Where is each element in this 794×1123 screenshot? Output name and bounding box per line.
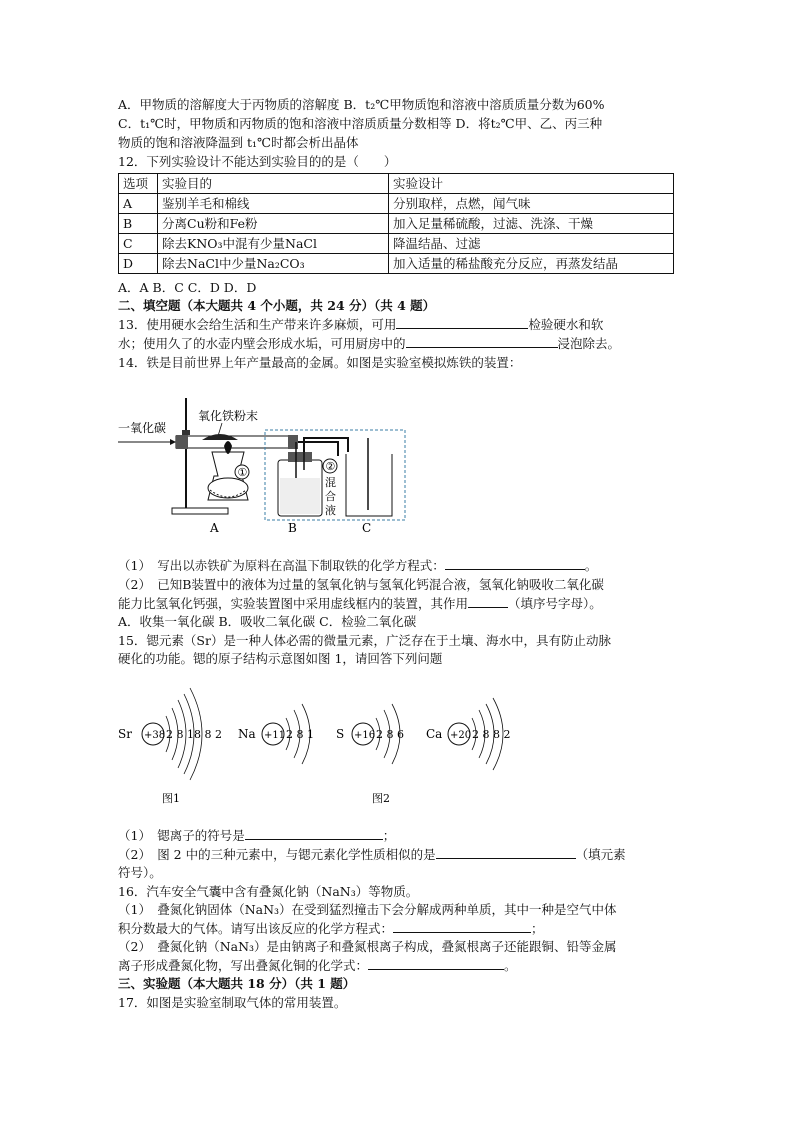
electron-config-s: 2 8 6 [376, 728, 404, 741]
label-mix-1: 混 [325, 476, 336, 489]
table-row [119, 254, 674, 274]
q14-p2b [118, 595, 602, 613]
q11-line3: 物质的饱和溶液降温到 t₁℃时都会析出晶体 [118, 135, 359, 150]
atom-symbol-na: Na [238, 727, 256, 741]
nucleus-charge-na: +11 [264, 730, 286, 741]
row-design: 加入适量的稀盐酸充分反应，再蒸发结晶 [389, 254, 674, 274]
row-option: D [119, 254, 158, 274]
q14-options: A．收集一氧化碳 B．吸收二氧化碳 C．检验二氧化碳 [118, 614, 417, 629]
left-stopper [176, 435, 188, 449]
q17-stem: 17．如图是实验室制取气体的常用装置。 [118, 995, 347, 1010]
q16-p2-end: 。 [504, 958, 517, 973]
nucleus-charge-s: +16 [354, 730, 376, 741]
iron-smelting-apparatus-figure [110, 380, 420, 550]
q15-p2c: 符号）。 [118, 865, 162, 880]
glass-tube [176, 436, 296, 448]
q13-line1 [118, 316, 603, 334]
label-B: B [288, 521, 297, 535]
table-row [119, 194, 674, 214]
row-purpose: 除去NaCl中少量Na₂CO₃ [158, 254, 389, 274]
q16-stem: 16．汽车安全气囊中含有叠氮化钠（NaN₃）等物质。 [118, 884, 419, 899]
q16-p2a: （2） 叠氮化钠（NaN₃）是由钠离子和叠氮根离子构成，叠氮根离子还能跟铜、铅等金属 [118, 939, 617, 954]
label-iron-oxide-powder: 氧化铁粉末 [198, 409, 259, 423]
row-purpose: 除去KNO₃中混有少量NaCl [158, 234, 389, 254]
q14-blank-2[interactable] [468, 595, 508, 608]
electron-config-sr: 2 8 18 8 2 [166, 728, 222, 741]
q16-p1b-text: 积分数最大的气体。请写出该反应的化学方程式： [118, 921, 394, 936]
row-design: 降温结晶、过滤 [389, 234, 674, 254]
q12-options: A．A B．C C．D D．D [118, 280, 257, 295]
header-purpose: 实验目的 [158, 174, 389, 194]
q14-p1-end: 。 [584, 558, 598, 573]
label-C: C [362, 521, 372, 535]
q15-stem-1: 15．锶元素（Sr）是一种人体必需的微量元素，广泛存在于土壤、海水中，具有防止动脉 [118, 633, 611, 648]
figure-1-label: 图1 [162, 792, 180, 805]
q12-table [118, 173, 674, 274]
q15-stem-2: 硬化的功能。锶的原子结构示意图如图 1，请回答下列问题 [118, 651, 443, 666]
q15-blank-1[interactable] [245, 827, 383, 840]
electron-config-ca: 2 8 8 2 [472, 728, 511, 741]
nucleus-charge-ca: +20 [450, 730, 472, 741]
q16-blank-2[interactable] [368, 957, 504, 970]
iron-oxide-powder [202, 434, 238, 440]
q15-blank-2[interactable] [436, 846, 576, 859]
beaker-C [346, 454, 392, 516]
q15-p2-tail: （填元素 [575, 847, 626, 862]
section-2-heading: 二、填空题（本大题共 4 个小题，共 24 分）（共 4 题） [118, 298, 436, 313]
header-design: 实验设计 [389, 174, 674, 194]
mixed-liquid [280, 478, 320, 514]
row-option: A [119, 194, 158, 214]
q14-p1-text: （1） 写出以赤铁矿为原料在高温下制取铁的化学方程式： [118, 558, 445, 573]
atom-symbol-ca: Ca [426, 727, 443, 741]
atom-symbol-s: S [336, 727, 345, 741]
alcohol-lamp-body [208, 478, 248, 498]
connector-tube-b-c [304, 438, 348, 452]
q15-p1 [118, 827, 395, 845]
q13-text-c: 水；使用久了的水壶内壁会形成水垢，可用厨房中的 [118, 336, 406, 351]
row-option: C [119, 234, 158, 254]
clamp [182, 430, 190, 435]
q13-line2 [118, 335, 620, 353]
section-3-heading: 三、实验题（本大题共 18 分）（共 1 题） [118, 976, 356, 991]
label-carbon-monoxide: 一氧化碳 [118, 421, 167, 435]
q13-blank-2[interactable] [406, 335, 558, 348]
figure-2-label: 图2 [372, 792, 390, 805]
q15-p1-text: （1） 锶离子的符号是 [118, 828, 245, 843]
table-row [119, 234, 674, 254]
atomic-structure-figure [112, 680, 532, 810]
q15-p2 [118, 846, 626, 864]
q12-stem: 12．下列实验设计不能达到实验目的的是（ ） [118, 154, 397, 169]
row-design: 分别取样，点燃，闻气味 [389, 194, 674, 214]
bottle-B-stopper [288, 452, 312, 462]
q11-line1: A．甲物质的溶解度大于丙物质的溶解度 B．t₂℃甲物质饱和溶液中溶质质量分数为60% [118, 97, 605, 112]
q14-blank-1[interactable] [445, 557, 585, 570]
row-purpose: 鉴别羊毛和棉线 [158, 194, 389, 214]
q15-p1-end: ； [382, 828, 396, 843]
header-option: 选项 [119, 174, 158, 194]
q16-p2b [118, 957, 517, 975]
atom-symbol-sr: Sr [118, 727, 132, 741]
q13-blank-1[interactable] [396, 316, 528, 329]
nucleus-charge-sr: +38 [144, 730, 166, 741]
table-row [119, 214, 674, 234]
co-arrow-head [170, 439, 176, 445]
q16-p1a: （1） 叠氮化钠固体（NaN₃）在受到猛烈撞击下会分解成两种单质，其中一种是空气中体 [118, 902, 617, 917]
marker-2: ② [325, 460, 336, 473]
q16-p1b [118, 920, 544, 938]
row-purpose: 分离Cu粉和Fe粉 [158, 214, 389, 234]
electron-config-na: 2 8 1 [286, 728, 314, 741]
label-mix-3: 液 [325, 504, 336, 517]
marker-1: ① [237, 466, 248, 479]
q13-text-d: 浸泡除去。 [557, 336, 621, 351]
row-design: 加入足量稀硫酸，过滤、洗涤、干燥 [389, 214, 674, 234]
q16-p2b-text: 离子形成叠氮化物，写出叠氮化铜的化学式： [118, 958, 369, 973]
q14-stem: 14．铁是目前世界上年产量最高的金属。如图是实验室模拟炼铁的装置： [118, 355, 522, 370]
table-header-row [119, 174, 674, 194]
q14-p2c-text: （填序号字母）。 [508, 596, 602, 611]
q15-p2-text: （2） 图 2 中的三种元素中，与锶元素化学性质相似的是 [118, 847, 436, 862]
row-option: B [119, 214, 158, 234]
q16-p1-end: ； [531, 921, 544, 936]
q14-p2b-text: 能力比氢氧化钙强，实验装置图中采用虚线框内的装置，其作用 [118, 596, 469, 611]
label-mix-2: 合 [325, 490, 336, 503]
q16-blank-1[interactable] [393, 920, 531, 933]
q13-text-a: 13．使用硬水会给生活和生产带来许多麻烦，可用 [118, 317, 397, 332]
iron-stand-base [172, 508, 228, 514]
q14-p1 [118, 557, 597, 575]
q13-text-b: 检验硬水和软 [528, 317, 604, 332]
label-A: A [210, 521, 219, 535]
q14-p2a: （2） 已知B装置中的液体为过量的氢氧化钠与氢氧化钙混合液，氢氧化钠吸收二氧化碳 [118, 577, 604, 592]
q11-line2: C．t₁℃时，甲物质和丙物质的饱和溶液中溶质质量分数相等 D．将t₂℃甲、乙、丙三种 [118, 116, 603, 131]
